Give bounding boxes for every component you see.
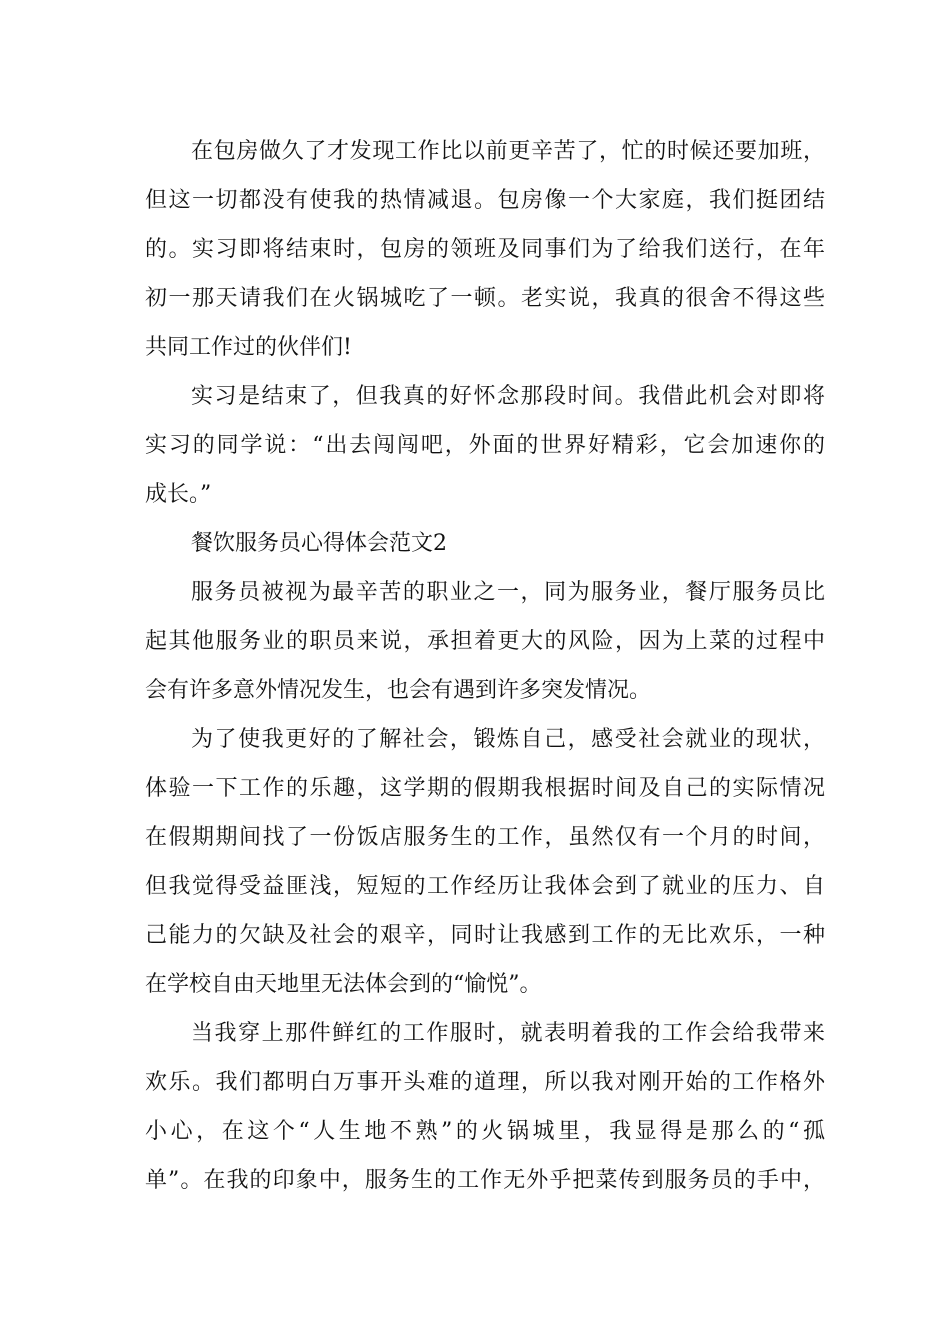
paragraph-4-line-2: 体验一下工作的乐趣，这学期的假期我根据时间及自己的实际情况 (145, 776, 825, 801)
paragraph-4-line-1: 为了使我更好的了解社会，锻炼自己，感受社会就业的现状， (191, 727, 825, 752)
paragraph-4-line-3: 在假期期间找了一份饭店服务生的工作，虽然仅有一个月的时间， (145, 825, 825, 850)
section-heading: 餐饮服务员心得体会范文2 (191, 531, 447, 556)
paragraph-5-line-2: 欢乐。我们都明白万事开头难的道理，所以我对刚开始的工作格外 (145, 1070, 825, 1095)
paragraph-5-line-3: 小心，在这个“人生地不熟”的火锅城里，我显得是那么的“孤 (145, 1119, 825, 1144)
paragraph-1-line-4: 初一那天请我们在火锅城吃了一顿。老实说，我真的很舍不得这些 (145, 286, 825, 311)
paragraph-4-line-4: 但我觉得受益匪浅，短短的工作经历让我体会到了就业的压力、自 (145, 874, 825, 899)
paragraph-3-line-3: 会有许多意外情况发生，也会有遇到许多突发情况。 (145, 678, 652, 703)
paragraph-2-line-1: 实习是结束了，但我真的好怀念那段时间。我借此机会对即将 (191, 384, 825, 409)
paragraph-4-line-6: 在学校自由天地里无法体会到的“愉悦”。 (145, 972, 542, 997)
paragraph-5-line-1: 当我穿上那件鲜红的工作服时，就表明着我的工作会给我带来 (191, 1021, 825, 1046)
paragraph-1-line-1: 在包房做久了才发现工作比以前更辛苦了，忙的时候还要加班， (191, 139, 825, 164)
paragraph-4-line-5: 己能力的欠缺及社会的艰辛，同时让我感到工作的无比欢乐，一种 (145, 923, 825, 948)
paragraph-2-line-2: 实习的同学说：“出去闯闯吧，外面的世界好精彩，它会加速你的 (145, 433, 825, 458)
paragraph-2-line-3: 成长。” (145, 482, 212, 507)
paragraph-1-line-2: 但这一切都没有使我的热情减退。包房像一个大家庭，我们挺团结 (145, 188, 825, 213)
paragraph-5-line-4: 单”。在我的印象中，服务生的工作无外乎把菜传到服务员的手中， (145, 1168, 825, 1193)
paragraph-3-line-2: 起其他服务业的职员来说，承担着更大的风险，因为上菜的过程中 (145, 629, 825, 654)
paragraph-1-line-5: 共同工作过的伙伴们! (145, 335, 352, 360)
paragraph-3-line-1: 服务员被视为最辛苦的职业之一，同为服务业，餐厅服务员比 (191, 580, 825, 605)
paragraph-1-line-3: 的。实习即将结束时，包房的领班及同事们为了给我们送行，在年 (145, 237, 825, 262)
